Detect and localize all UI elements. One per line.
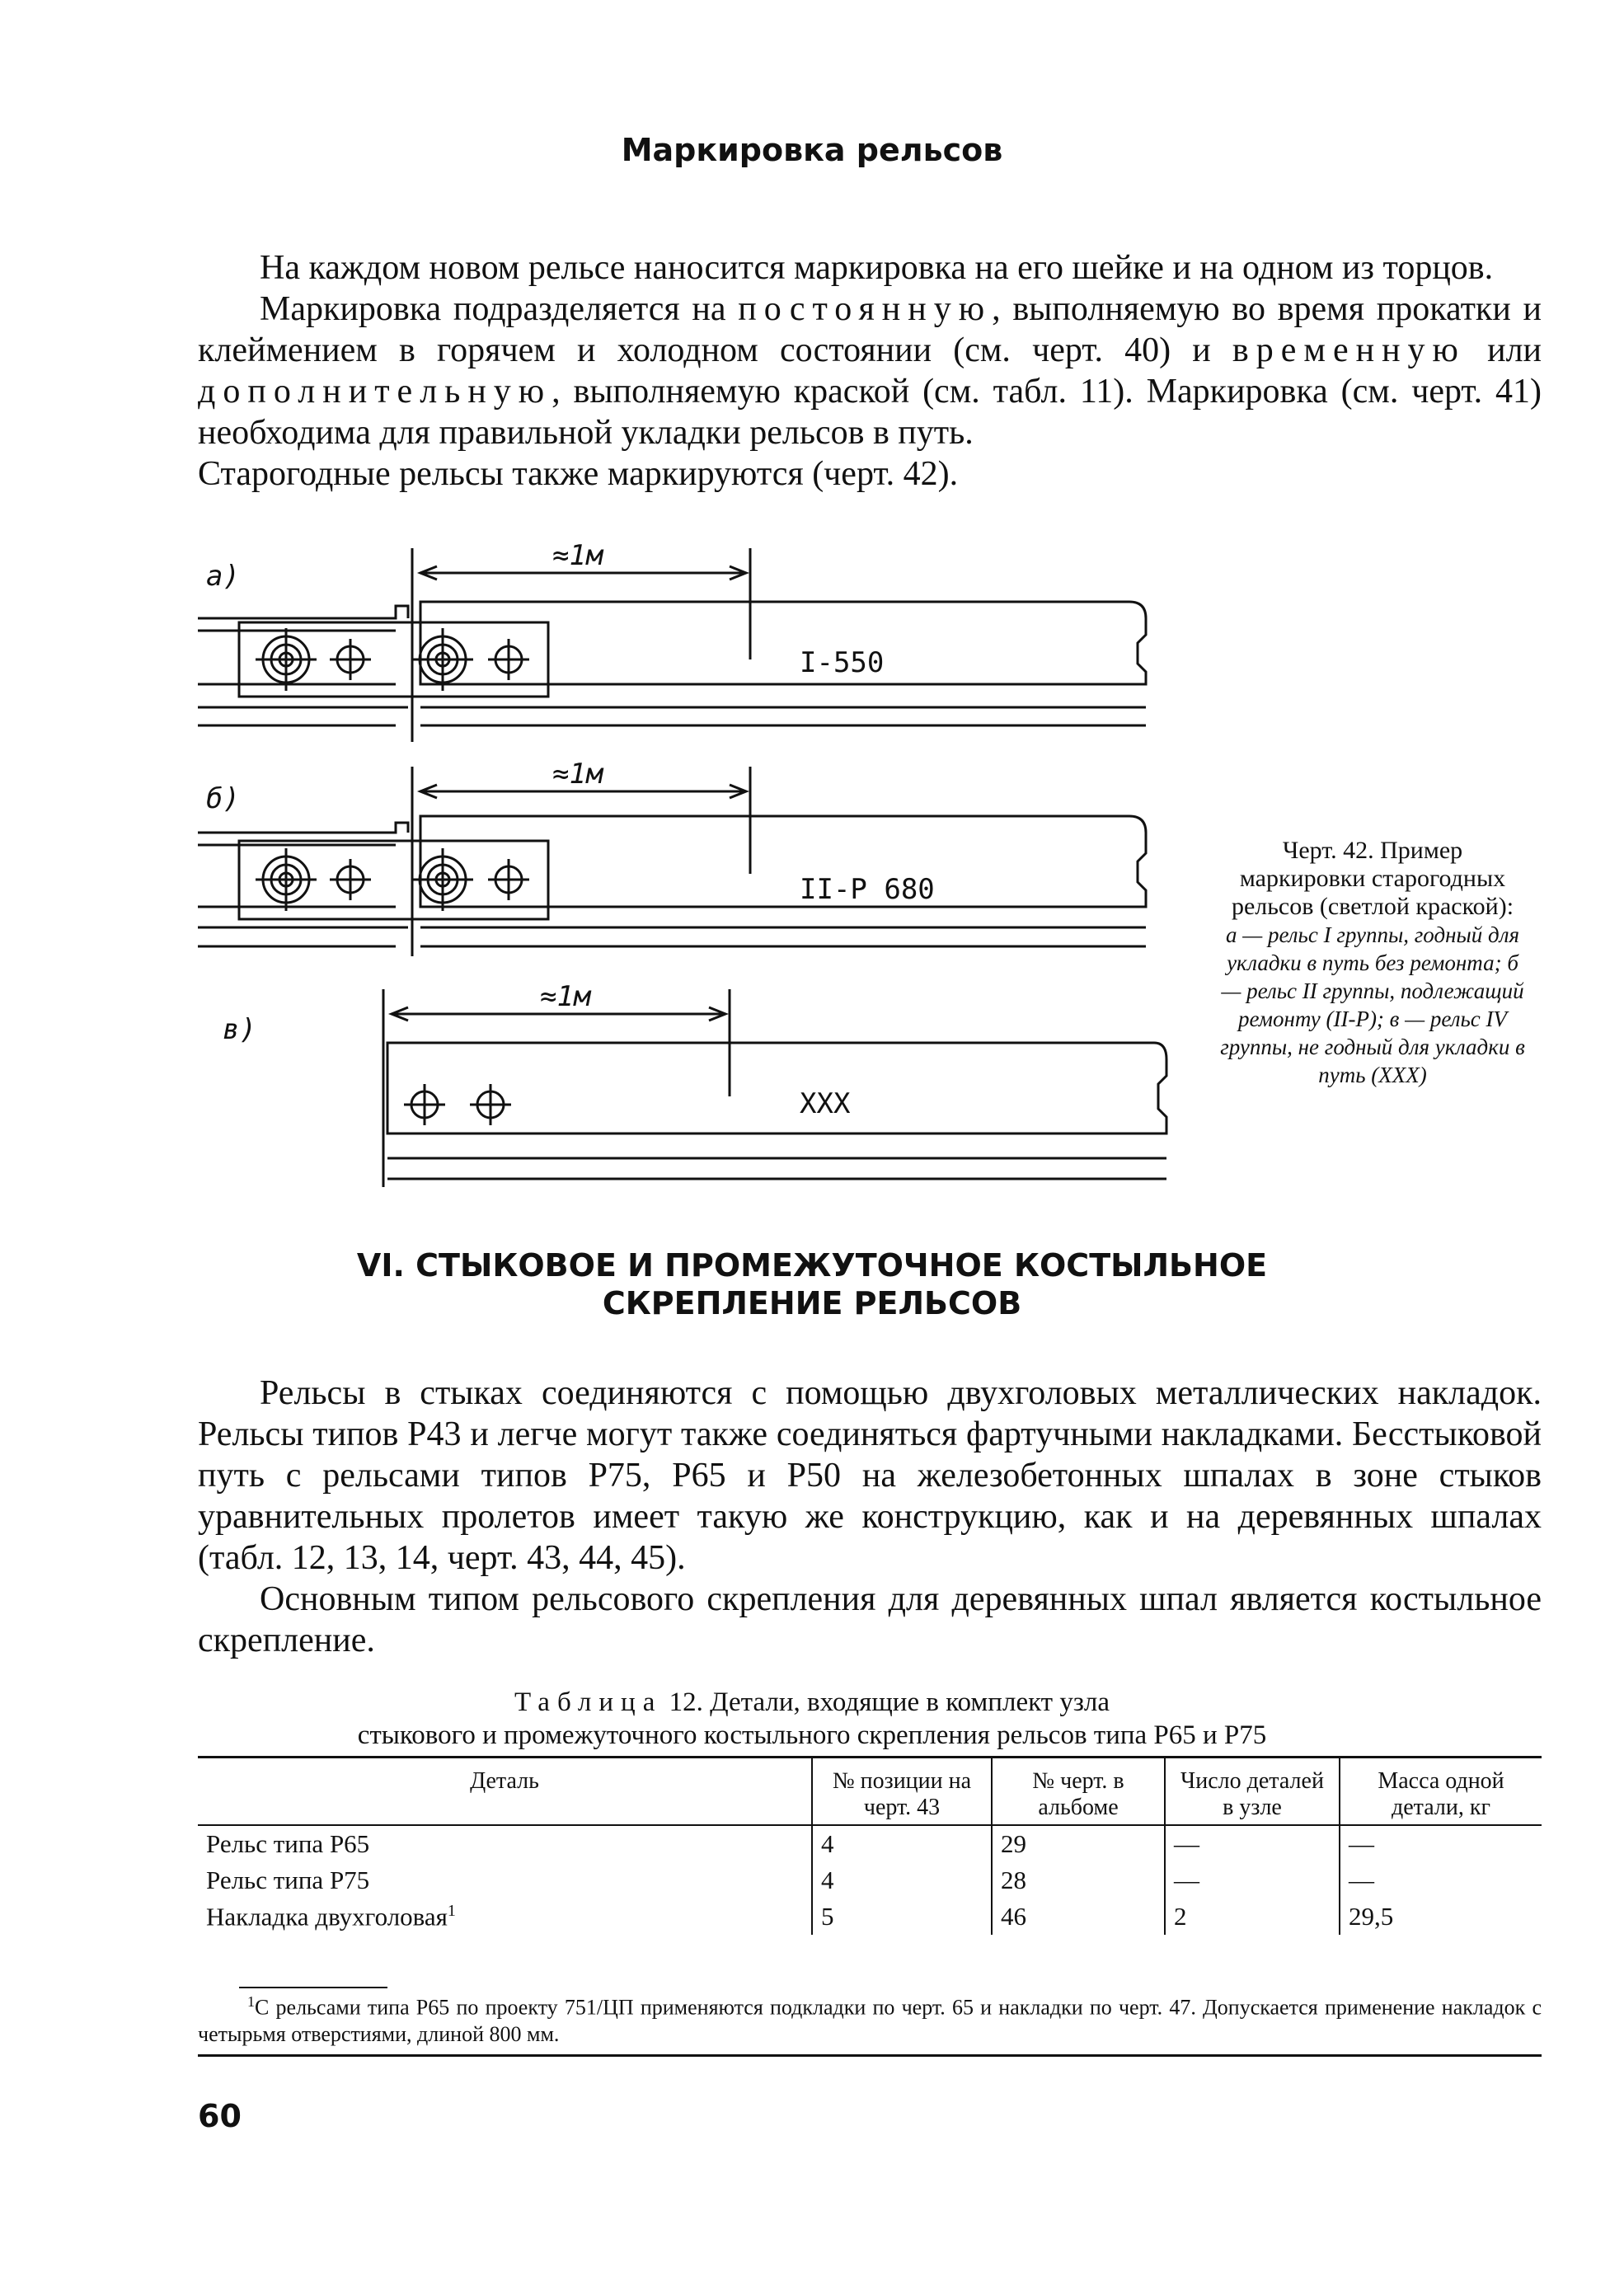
- row1-position: 4: [812, 1825, 992, 1862]
- row2-position: 4: [812, 1862, 992, 1898]
- row1-detail: Рельс типа Р65: [206, 1829, 370, 1858]
- page-number: 60: [198, 2098, 242, 2134]
- paragraph-3: Старогодные рельсы также маркируются (черт. 42).: [198, 455, 959, 493]
- table-title-line2: стыкового и промежуточного костыльного скрепления рельсов типа Р65 и Р75: [357, 1720, 1267, 1750]
- row3-count: 2: [1165, 1898, 1340, 1935]
- paragraph-1: На каждом новом рельсе наносится маркировка на его шейке и на одном из торцов.: [260, 249, 1494, 287]
- header-mass: Масса одной детали, кг: [1340, 1758, 1542, 1825]
- panel-b-letter: б): [206, 782, 240, 815]
- row3-detail: [198, 1898, 812, 1935]
- row1-count: —: [1165, 1825, 1340, 1862]
- table-title: [0, 1686, 1624, 1752]
- row2-count: —: [1165, 1862, 1340, 1898]
- paragraph-spike: Основным типом рельсового скрепления для деревянных шпал является костыльное скрепление.: [198, 1580, 1542, 1659]
- row2-mass: —: [1340, 1862, 1542, 1898]
- chapter-title-line2: СКРЕПЛЕНИЕ РЕЛЬСОВ: [602, 1285, 1022, 1321]
- figure-caption: [1220, 837, 1525, 1089]
- term-permanent: постоянную: [738, 290, 993, 328]
- row3-mass: 29,5: [1340, 1898, 1542, 1935]
- panel-c-mark: XXX: [800, 1087, 851, 1120]
- panel-c-distance: ≈1м: [540, 980, 591, 1013]
- section-title: Маркировка рельсов: [621, 132, 1003, 168]
- row3-drawing: 46: [992, 1898, 1165, 1935]
- chapter-title: [0, 1246, 1624, 1322]
- table-row: [198, 1825, 1542, 1862]
- panel-a-letter: а): [206, 560, 240, 593]
- paragraph-joints: Рельсы в стыках соединяются с помощью двухголовых металлических накладок. Рельсы типов Р43 и легче могут также соединяться фартучными накладками. Бесстыковой путь с рельсами типов Р75, Р65 и Р50 на железобетонных шпалах в зоне стыков уравнительных пролетов имеет такую же конструкцию, как и на деревянных шпалах (табл. 12, 13, 14, черт. 43, 44, 45).: [198, 1374, 1542, 1577]
- row3-detail-text: Накладка двухголовая: [206, 1902, 448, 1931]
- p2-part2: , выполняемую во время прокатки и клеймением в горячем и холодном состоянии (см. черт. 40) и: [198, 290, 1542, 369]
- footnote-ref: 1: [447, 1902, 456, 1920]
- panel-c: [383, 989, 1166, 1187]
- panel-a: [198, 548, 1146, 742]
- term-additional: дополнительную: [198, 373, 552, 411]
- footnote-text: С рельсами типа Р65 по проекту 751/ЦП применяются подкладки по черт. 65 и накладки по черт. 47. Допускается применение накладок с четырьмя отверстиями, длиной 800 мм.: [198, 1995, 1542, 2046]
- row2-drawing: 28: [992, 1862, 1165, 1898]
- table-title-line1: [0, 1686, 1624, 1719]
- panel-a-distance: ≈1м: [552, 539, 603, 572]
- panel-b: [198, 767, 1146, 956]
- figure-caption-title: Черт. 42. Пример маркировки старогодных рельсов (светлой краской):: [1231, 837, 1514, 920]
- table-row: [198, 1862, 1542, 1898]
- p2-part1: Маркировка подразделяется на: [260, 290, 726, 328]
- panel-b-distance: ≈1м: [552, 758, 603, 791]
- row1-mass: —: [1340, 1825, 1542, 1862]
- table-number-title: 12. Детали, входящие в комплект узла: [669, 1687, 1110, 1717]
- figure-caption-body: а — рельс I группы, годный для укладки в путь без ремонта; б — рельс II группы, подлежащий ремонту (II-Р); в — рельс IV группы, не годный для укладки в путь (XXX): [1220, 922, 1525, 1087]
- p2-part3: или: [1487, 331, 1542, 369]
- table-header-row: [198, 1758, 1542, 1825]
- row2-detail: Рельс типа Р75: [206, 1866, 370, 1894]
- panel-a-mark: I-550: [800, 646, 885, 679]
- header-detail: Деталь: [470, 1768, 539, 1794]
- top-text: [198, 247, 1542, 495]
- table-footnote: [198, 1988, 1542, 2048]
- panel-c-letter: в): [223, 1013, 256, 1046]
- details-table: [198, 1756, 1542, 1935]
- chapter-title-line1: VI. СТЫКОВОЕ И ПРОМЕЖУТОЧНОЕ КОСТЫЛЬНОЕ: [356, 1247, 1268, 1284]
- term-temporary: временную: [1232, 331, 1466, 369]
- table-row: [198, 1898, 1542, 1935]
- bottom-rule: [198, 2054, 1542, 2057]
- row3-position: 5: [812, 1898, 992, 1935]
- mid-text: [198, 1373, 1542, 1661]
- header-drawing: № черт. в альбоме: [992, 1758, 1165, 1825]
- rail-marking-figure: [190, 528, 1212, 1187]
- header-position: № позиции на черт. 43: [812, 1758, 992, 1825]
- table-label: Таблица: [514, 1687, 663, 1717]
- header-count: Число деталей в узле: [1165, 1758, 1340, 1825]
- panel-b-mark: II-Р 680: [800, 873, 935, 906]
- paragraph-2: [198, 289, 1542, 453]
- row1-drawing: 29: [992, 1825, 1165, 1862]
- p2-part4: , выполняемую краской (см. табл. 11). Маркировка (см. черт. 41) необходима для правильной укладки рельсов в путь.: [198, 373, 1542, 452]
- footnote-mark: 1: [247, 1993, 255, 2010]
